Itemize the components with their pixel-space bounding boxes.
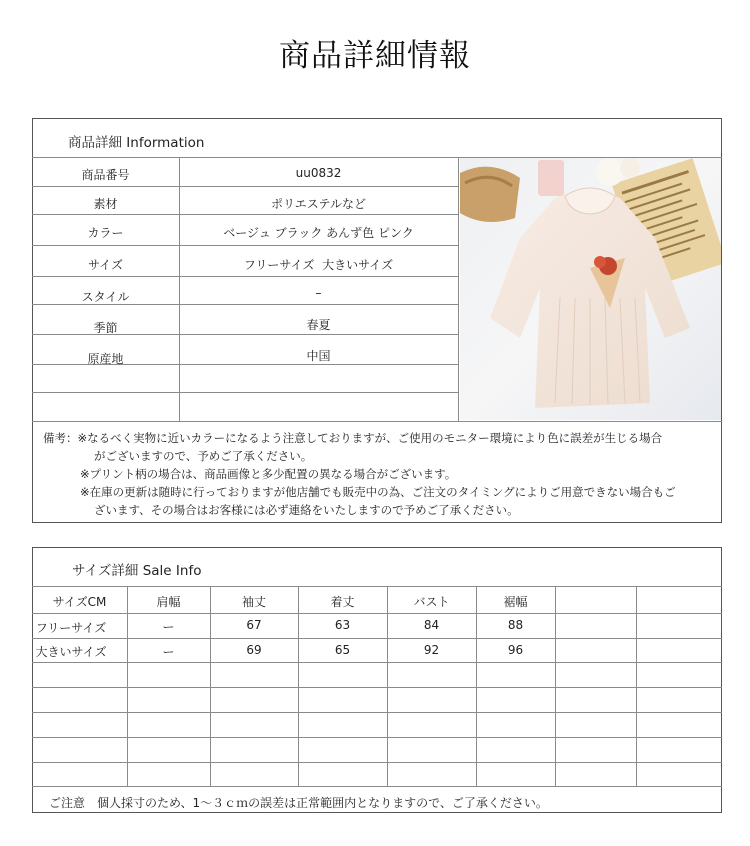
size-row-2-name: 大きいサイズ [35,645,107,659]
size-heading: サイズ詳細 Sale Info [72,563,202,579]
note-line-5: ざいます、その場合はお客様には必ず連絡をいたしますので予めご了承ください。 [94,503,519,517]
size-row-1-length: 63 [334,618,351,632]
info-label-product-number: 商品番号 [81,168,130,182]
info-label-size: サイズ [87,258,124,272]
size-row-1-shoulder: ー [162,620,175,634]
info-label-color: カラー [87,226,124,240]
size-row-2-hem: 96 [507,643,524,657]
size-header-bust: バスト [413,595,450,609]
page-title: 商品詳細情報 [279,38,471,74]
info-label-material: 素材 [93,197,118,211]
size-header-length: 着丈 [330,595,355,609]
size-header-shoulder: 肩幅 [156,595,181,609]
size-row-1-name: フリーサイズ [35,621,107,635]
info-label-season: 季節 [93,321,118,335]
info-value-material: ポリエステルなど [271,197,366,211]
size-row-2-bust: 92 [423,643,440,657]
size-row-2-sleeve: 69 [246,643,262,657]
info-value-size: フリーサイズ 大きいサイズ [243,258,394,272]
info-value-style: – [315,286,322,300]
size-header-sleeve: 袖丈 [241,595,266,609]
note-line-2: がございますので、予めご了承ください。 [94,449,313,463]
info-value-origin: 中国 [306,349,331,363]
size-row-1-hem: 88 [507,618,524,632]
size-row-1-sleeve: 67 [246,618,262,632]
info-value-color: ベージュ ブラック あんず色 ピンク [223,226,414,240]
size-row-2-shoulder: ー [162,645,175,659]
note-line-3: ※プリント柄の場合は、商品画像と多少配置の異なる場合がございます。 [80,467,457,481]
size-header-hem: 裾幅 [503,595,528,609]
size-footer-note: ご注意 個人採寸のため、1～３ｃｍの誤差は正常範囲内となりますので、ご了承ください。 [49,796,548,810]
note-line-4: ※在庫の更新は随時に行っておりますが他店舗でも販売中の為、ご注文のタイミングによりご用意できない場合もご [80,485,676,499]
info-label-style: スタイル [81,290,130,304]
product-photo [460,158,721,420]
info-heading: 商品詳細 Information [68,135,205,151]
note-line-1: 備考：※なるべく実物に近いカラーになるよう注意しておりますが、ご使用のモニター環境により色に誤差が生じる場合 [43,431,663,445]
info-label-origin: 原産地 [87,352,124,366]
info-value-season: 春夏 [306,318,331,332]
size-row-2-length: 65 [334,643,351,657]
size-row-1-bust: 84 [423,618,440,632]
size-header-size: サイズCM [52,595,107,609]
info-value-product-number: uu0832 [295,166,342,180]
